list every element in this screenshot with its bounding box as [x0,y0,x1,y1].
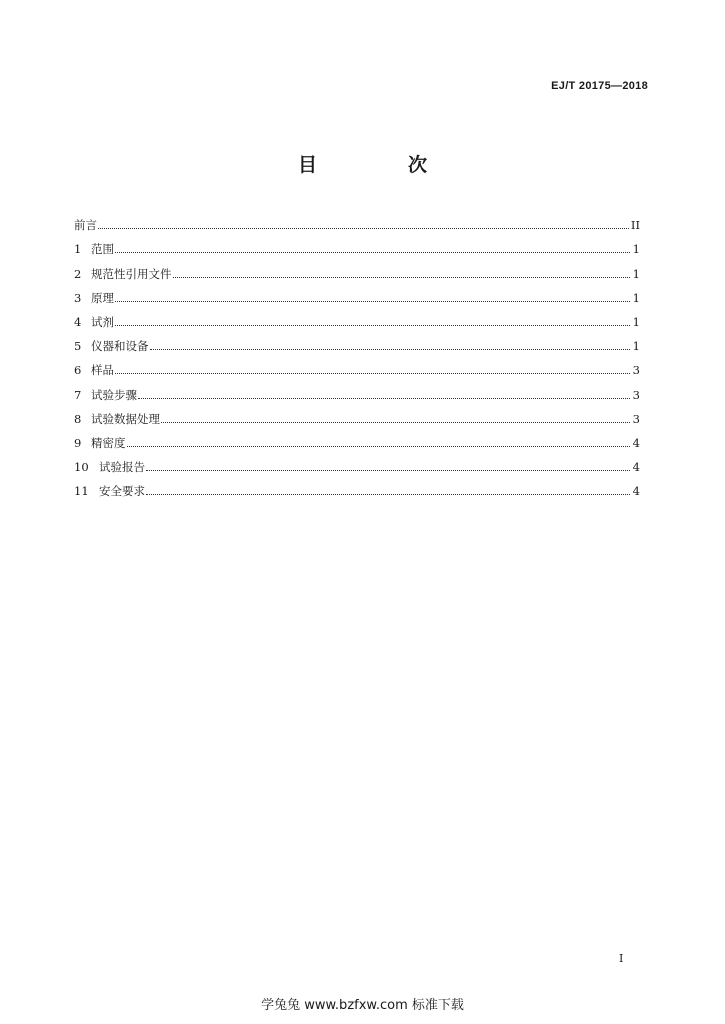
toc-entry-1[interactable] [74,232,640,256]
dot-leader [138,397,630,399]
toc-entry-number: 7 [74,387,82,402]
toc-entry-page: 3 [632,411,640,426]
toc-entry-number: 11 [74,484,89,499]
toc-entry-label: 安全要求 [99,484,145,499]
toc-entry-label: 仪器和设备 [91,339,149,354]
toc-entry-page: 4 [632,435,640,450]
toc-entry-label: 样品 [91,363,114,378]
dot-leader [127,445,631,447]
toc-entry-number: 4 [74,314,82,329]
toc-entry-label: 试验步骤 [91,387,137,402]
toc-entry-foreword[interactable] [74,208,640,232]
dot-leader [146,469,630,471]
dot-leader [161,421,630,423]
toc-entry-number: 5 [74,339,82,354]
toc-entry-label: 前言 [74,218,97,233]
toc-entry-number: 2 [74,266,82,281]
toc-entry-page: 1 [632,290,640,305]
dot-leader [98,227,629,229]
dot-leader [173,276,631,278]
toc-entry-page: 1 [632,266,640,281]
standard-code: EJ/T 20175—2018 [551,80,648,92]
page-number: I [619,952,624,965]
toc-entry-number: 9 [74,435,82,450]
toc-entry-page: 3 [632,363,640,378]
toc-entry-page: II [630,218,640,233]
toc-entry-page: 1 [632,314,640,329]
dot-leader [115,324,630,326]
toc-title: 目 次 [297,154,463,176]
toc-entry-10[interactable] [74,450,640,474]
toc-entry-page: 4 [632,484,640,499]
toc-entry-7[interactable] [74,377,640,401]
toc-entry-page: 1 [632,242,640,257]
toc-entry-number: 8 [74,411,82,426]
toc-entry-number: 6 [74,363,82,378]
dot-leader [115,251,630,253]
toc-entry-label: 精密度 [91,435,126,450]
toc-entry-number: 1 [74,242,82,257]
dot-leader [150,348,631,350]
toc-entry-page: 1 [632,339,640,354]
toc-entry-9[interactable] [74,426,640,450]
toc-entry-5[interactable] [74,329,640,353]
dot-leader [146,493,630,495]
toc-entry-label: 范围 [91,242,114,257]
toc-entry-8[interactable] [74,402,640,426]
toc-entry-label: 原理 [91,290,114,305]
toc-entry-2[interactable] [74,256,640,280]
dot-leader [115,300,630,302]
toc-entry-3[interactable] [74,281,640,305]
toc-entry-page: 3 [632,387,640,402]
toc-entry-number: 3 [74,290,82,305]
footer-watermark: 学兔兔 www.bzfxw.com 标准下载 [261,998,464,1013]
toc-entry-label: 试验报告 [99,460,145,475]
toc-entry-number: 10 [74,460,89,475]
toc-entry-6[interactable] [74,353,640,377]
toc-entry-4[interactable] [74,305,640,329]
dot-leader [115,372,630,374]
toc-entry-label: 试验数据处理 [91,411,160,426]
toc-entry-11[interactable] [74,474,640,498]
table-of-contents [74,208,640,498]
toc-entry-label: 试剂 [91,314,114,329]
toc-entry-label: 规范性引用文件 [91,266,172,281]
toc-entry-page: 4 [632,460,640,475]
